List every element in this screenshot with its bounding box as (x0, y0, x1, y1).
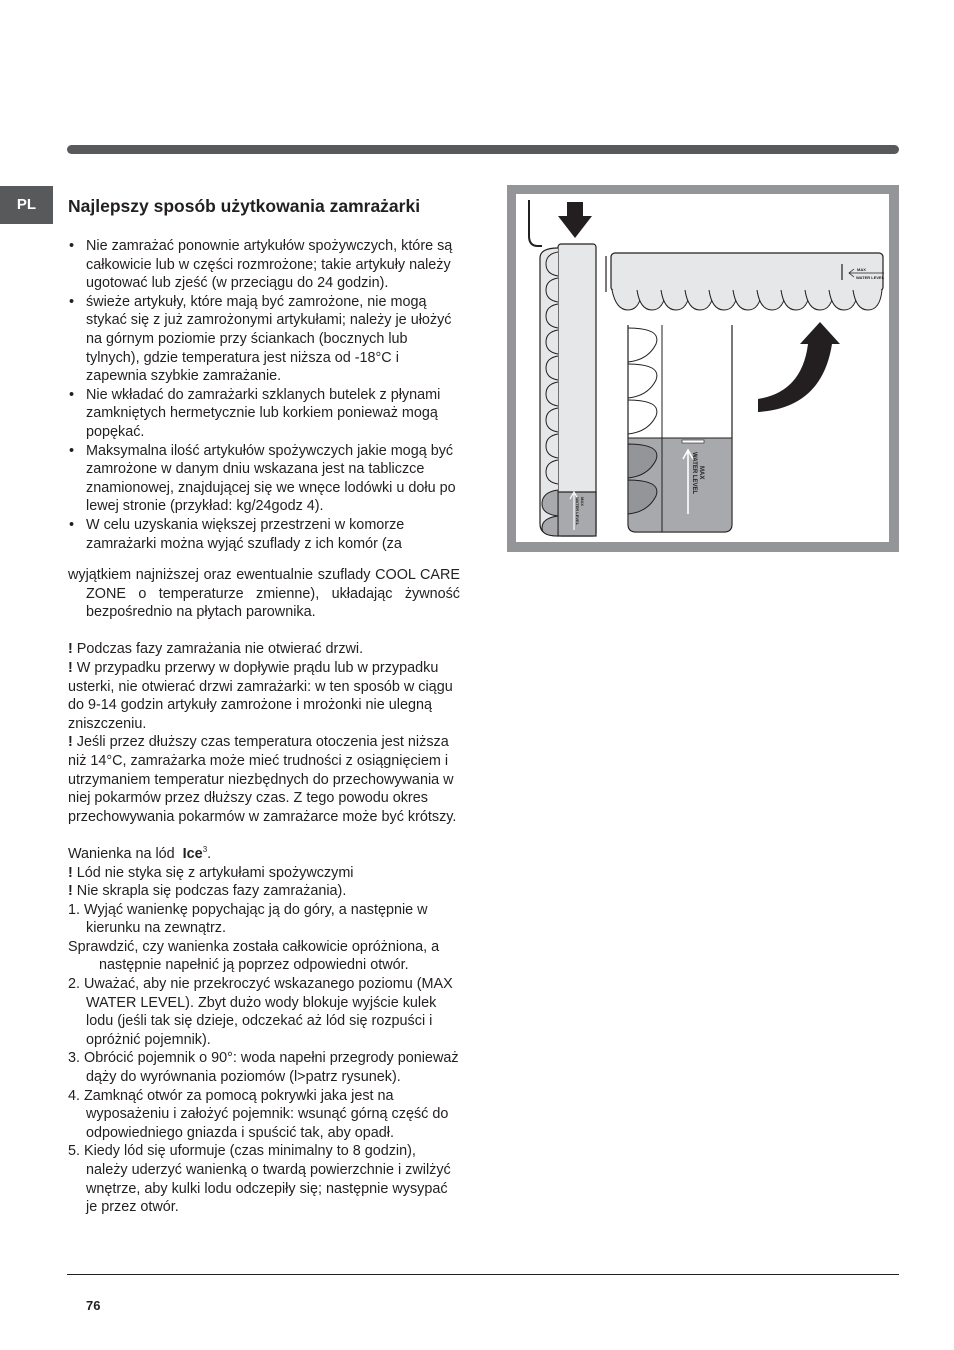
ice-step-4: 4. Zamknąć otwór za pomocą pokrywki jaka jest na wyposażeniu i założyć pojemnik: wsunąć górną część do odpowiedniego gniazda i spuścić tak, aby opadł. (68, 1087, 449, 1141)
bullet-list (68, 237, 460, 553)
ice-step-1: 1. Wyjąć wanienkę popychając ją do góry, a następnie w kierunku na zewnątrz. (68, 901, 428, 937)
container-level-label: WATER LEVEL (691, 452, 697, 495)
continuation-paragraph: wyjątkiem najniższej oraz ewentualnie szuflady COOL CARE ZONE o temperaturze zmienne), układając żywność bezpośrednio na płytach parownika. (68, 567, 460, 621)
warning-1: ! Podczas fazy zamrażania nie otwierać drzwi. (68, 641, 364, 658)
container-max-label: MAX (698, 466, 704, 480)
tray-max-label: MAX (857, 267, 866, 272)
horizontal-tray (606, 253, 885, 310)
tray-level-label: WATER LEVEL (856, 275, 885, 280)
ice-note-1: ! Lód nie styka się z artykułami spożywczymi (68, 864, 354, 881)
ice-tray-illustration (516, 194, 889, 542)
bullet-item: • świeże artykuły, które mają być zamrożone, nie mogą stykać się z już zamrożonymi artykułami; należy je ułożyć na górnym poziomie przy ściankach (bocznych lub tylnych), gdzie temperatura jest niższa od -18°C i zapewnia szybkie zamrażanie. (68, 293, 460, 386)
section-title: Najlepszy sposób użytkowania zamrażarki (68, 196, 421, 216)
ice-step-3: 3. Obrócić pojemnik o 90°: woda napełni przegrody ponieważ dąży do wyrównania poziomów (l>patrz rysunek). (68, 1050, 459, 1086)
warning-mark: ! (68, 883, 73, 900)
ice-step-5: 5. Kiedy lód się uformuje (czas minimalny to 8 godzin), należy uderzyć wanienką o twardą powierzchnie i zwilżyć wnętrze, aby kulki lodu odczepiły się; następnie wysypać je przez otwór. (68, 1143, 451, 1216)
upright-container (628, 325, 732, 532)
page-number: 76 (86, 1298, 101, 1313)
ice-check: Sprawdzić, czy wanienka została całkowicie opróżniona, a następnie napełnić ją poprzez odpowiedni otwór. (68, 938, 440, 974)
header-rule (67, 145, 899, 154)
footer-rule (67, 1274, 899, 1275)
vertical-tray (540, 244, 596, 536)
vertical-tray-level-label: WATER LEVEL (575, 497, 580, 526)
warning-2: ! W przypadku przerwy w dopływie prądu lub w przypadku usterki, nie otwierać drzwi zamrażarki: w ten sposób w ciągu do 9-14 godzin artykuły zamrożone i mrożonki nie ulegną zniszczeniu. (68, 659, 453, 732)
vertical-tray-max-label: MAX (580, 497, 585, 506)
down-arrow-icon (558, 202, 592, 238)
ice-note-2: ! Nie skrapla się podczas fazy zamrażania). (68, 883, 347, 900)
ice-step-2: 2. Uważać, aby nie przekroczyć wskazanego poziomu (MAX WATER LEVEL). Zbyt dużo wody blokuje wyjście kulek lodu (jeśli tak się dzieje, odczekać aż lód się rozpuści i opróżnić pojemnik). (68, 976, 453, 1048)
warning-3: ! Jeśli przez dłuższy czas temperatura otoczenia jest niższa niż 14°C, zamrażarka może mieć trudności z osiągnięciem i utrzymaniem temperatur niezbędnych do przechowywania w niej pokarmów przez dłuższy czas. Z tego powodu okres przechowywania pokarmów w zamrażarce może być krótszy. (68, 734, 457, 825)
bullet-list-block (68, 237, 460, 553)
bullet-item: • Maksymalna ilość artykułów spożywczych jakie mogą być zamrożone w danym dniu wskazana jest na tabliczce znamionowej, znajdującej się we wnęce lodówki u dołu po lewej stronie (przykład: kg/24godz 4). (68, 442, 460, 516)
bullet-item: • W celu uzyskania większej przestrzeni w komorze zamrażarki można wyjąć szuflady z ich komór (za (68, 516, 460, 553)
warning-mark: ! (68, 641, 73, 658)
warning-mark: ! (68, 659, 73, 676)
bullet-item: • Nie zamrażać ponownie artykułów spożywczych, które są całkowicie lub w części rozmrożone; takie artykuły należy ugotować lub zjeść (w przeciągu do 24 godzin). (68, 237, 460, 293)
bullet-item: • Nie wkładać do zamrażarki szklanych butelek z płynami zamkniętych hermetycznie lub korkiem ponieważ mogą popękać. (68, 386, 460, 442)
figure-panel (516, 194, 889, 542)
rotate-arrow-icon (758, 322, 840, 412)
warning-mark: ! (68, 864, 73, 881)
warning-mark: ! (68, 734, 73, 751)
body-text (68, 566, 460, 1217)
ice-heading: Wanienka na lód Ice$^3$. (68, 845, 212, 862)
language-tab: PL (0, 186, 53, 224)
ice-tray-figure (507, 185, 899, 552)
tray-hook (529, 200, 542, 246)
